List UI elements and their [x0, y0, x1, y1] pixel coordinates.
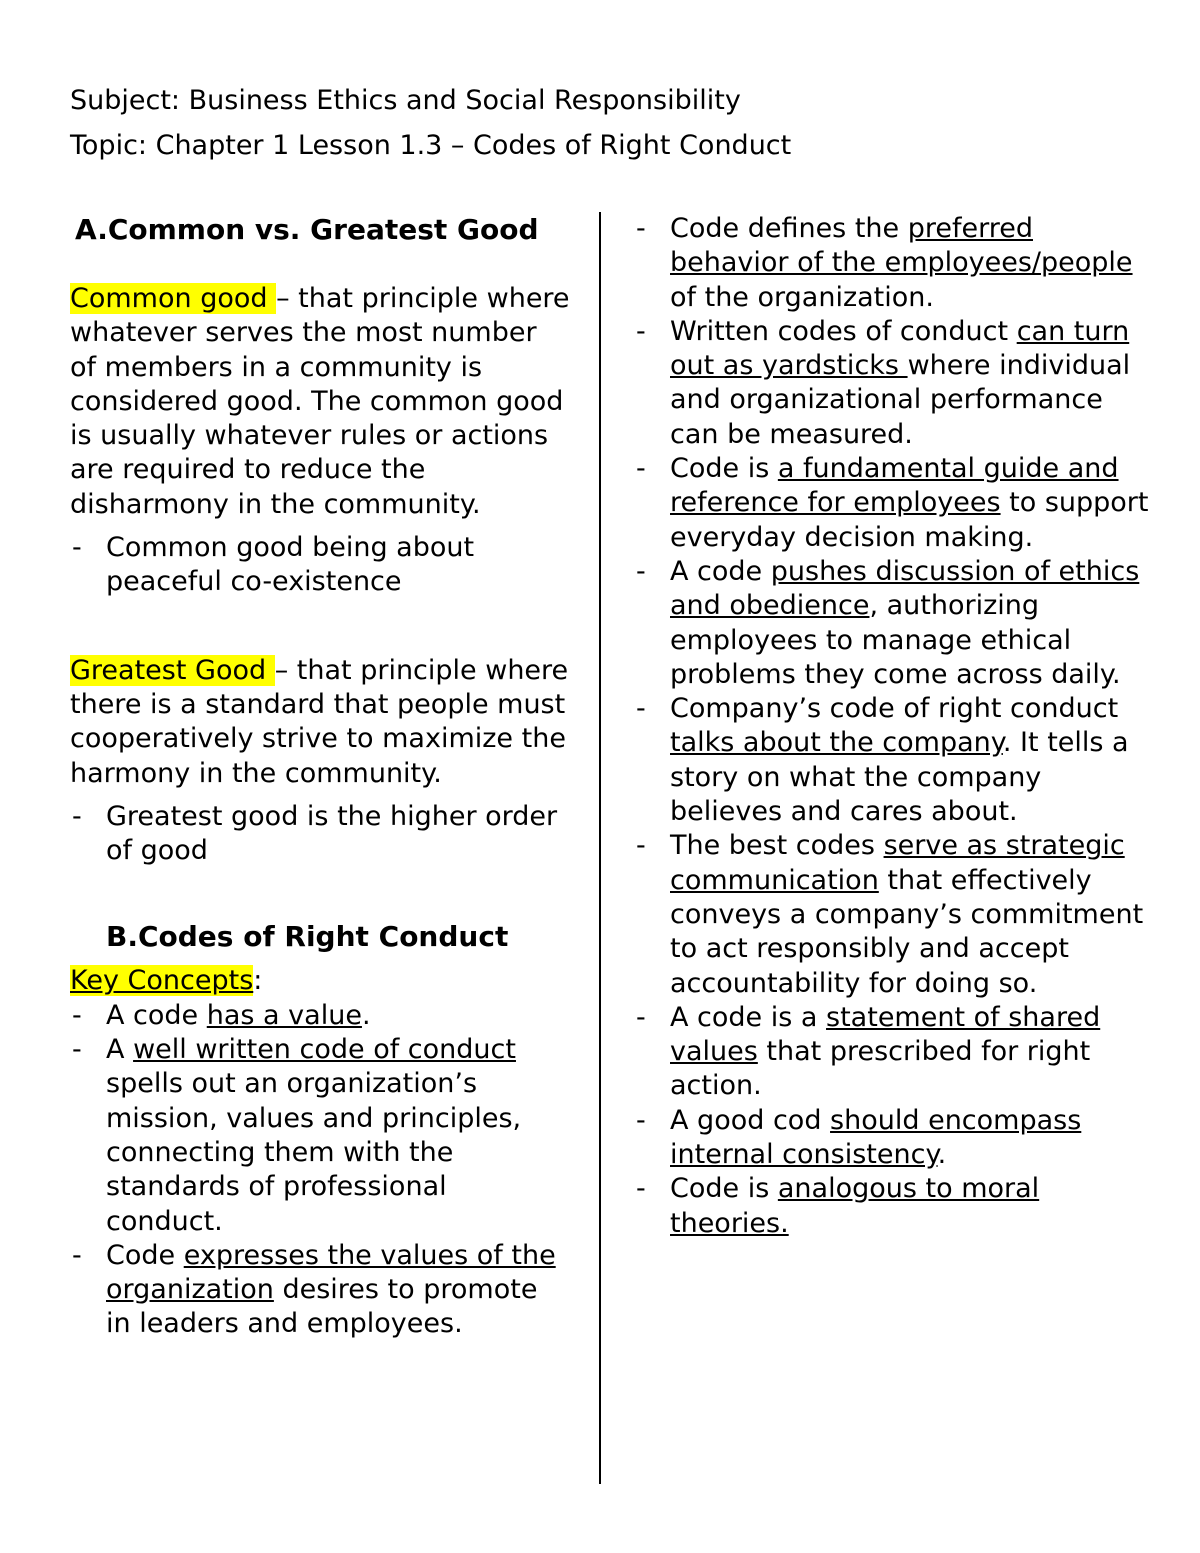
list-item: - Code is a fundamental guide and reference for employees to support everyday decision making.: [634, 452, 1154, 555]
key-concepts-text: Key Concepts: [70, 965, 254, 997]
list-item: - A code has a value.: [70, 999, 570, 1033]
key-concepts-label: Key Concepts:: [70, 965, 263, 997]
list-item: - A code pushes discussion of ethics and obedience, authorizing employees to manage ethical problems they come across daily.: [634, 555, 1154, 692]
list-item: - A well written code of conduct spells out an organization’s mission, values and principles, connecting them with the standards of professional conduct.: [70, 1033, 570, 1239]
common-good-term: Common good: [70, 283, 277, 314]
list-item: - Greatest good is the higher order of good: [70, 800, 570, 869]
document-header: [70, 78, 791, 168]
left-column: [70, 212, 570, 1342]
right-column: [634, 212, 1154, 1241]
list-item: - Code expresses the values of the organization desires to promote in leaders and employees.: [70, 1239, 570, 1342]
common-good-definition: – that principle where whatever serves the most number of members in a community is considered good. The common good is usually whatever rules or actions are required to reduce the disharmony in the community.: [70, 283, 570, 520]
subject-line: Subject: Business Ethics and Social Responsibility: [70, 85, 741, 116]
topic-line: Topic: Chapter 1 Lesson 1.3 – Codes of Right Conduct: [70, 130, 792, 161]
list-item: - Common good being about peaceful co-existence: [70, 531, 570, 600]
greatest-good-paragraph: [70, 654, 570, 791]
greatest-good-definition: – that principle where there is a standard that people must cooperatively strive to maximize the harmony in the community.: [70, 654, 569, 789]
list-item: - Company’s code of right conduct talks about the company. It tells a story on what the company believes and cares about.: [634, 692, 1154, 829]
list-item: - Written codes of conduct can turn out as yardsticks where individual and organizational performance can be measured.: [634, 315, 1154, 452]
list-item: - The best codes serve as strategic communication that effectively conveys a company’s commitment to act responsibly and accept accountability for doing so.: [634, 829, 1154, 1000]
list-item: - A code is a statement of shared values that prescribed for right action.: [634, 1001, 1154, 1104]
list-item: - Code defines the preferred behavior of the employees/people of the organization.: [634, 212, 1154, 315]
common-good-list: [70, 531, 570, 600]
section-b-heading: B.Codes of Right Conduct: [106, 920, 509, 954]
key-concepts-list: [70, 999, 570, 1342]
greatest-good-list: [70, 800, 570, 869]
greatest-good-term: Greatest Good: [70, 654, 275, 686]
section-a-heading: A.Common vs. Greatest Good: [75, 213, 539, 246]
code-concepts-list: [634, 212, 1154, 1241]
column-divider: [599, 212, 601, 1484]
list-item: - A good cod should encompass internal consistency.: [634, 1104, 1154, 1173]
common-good-paragraph: [70, 282, 570, 522]
list-item: - Code is analogous to moral theories.: [634, 1172, 1154, 1241]
